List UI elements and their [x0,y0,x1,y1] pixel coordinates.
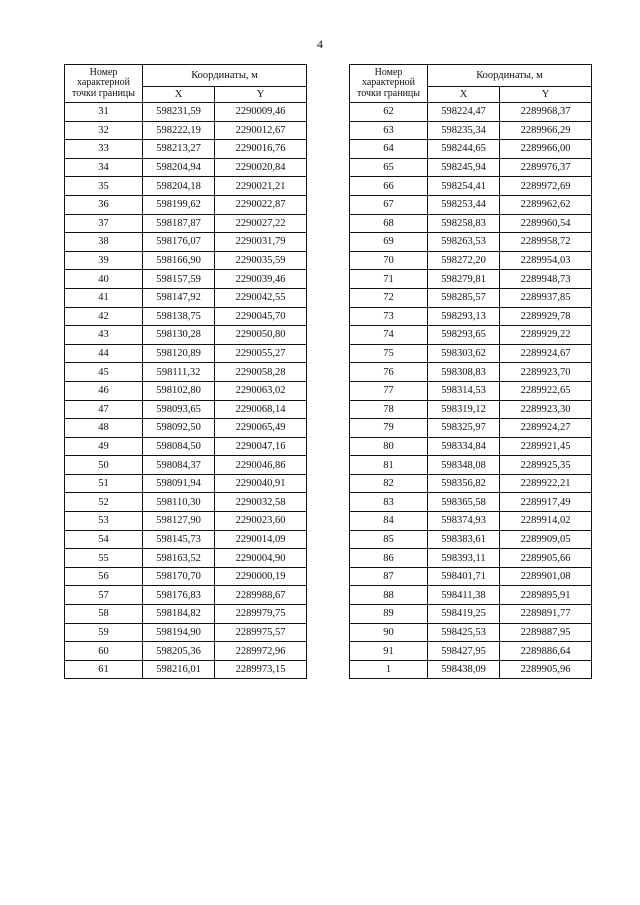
cell-x: 598235,34 [428,121,500,140]
table-row [65,437,307,456]
cell-point-number: 65 [350,158,428,177]
cell-point-number: 57 [65,586,143,605]
cell-point-number: 72 [350,288,428,307]
cell-y: 2289909,05 [500,530,592,549]
cell-y: 2289979,75 [215,605,307,624]
cell-x: 598102,80 [143,381,215,400]
cell-y: 2290004,90 [215,549,307,568]
table-body-right [350,103,592,679]
cell-y: 2290046,86 [215,456,307,475]
cell-point-number: 56 [65,567,143,586]
cell-point-number: 73 [350,307,428,326]
cell-point-number: 67 [350,195,428,214]
table-row [65,140,307,159]
table-row [350,586,592,605]
cell-x: 598166,90 [143,251,215,270]
cell-y: 2290031,79 [215,233,307,252]
cell-x: 598205,36 [143,642,215,661]
header-y: Y [215,87,307,103]
table-row [65,493,307,512]
cell-y: 2289921,45 [500,437,592,456]
table-row [65,177,307,196]
table-row [350,419,592,438]
cell-x: 598374,93 [428,512,500,531]
cell-x: 598365,58 [428,493,500,512]
cell-point-number: 49 [65,437,143,456]
cell-point-number: 87 [350,567,428,586]
cell-point-number: 1 [350,660,428,679]
cell-point-number: 62 [350,103,428,122]
cell-y: 2289972,96 [215,642,307,661]
table-row [350,642,592,661]
cell-x: 598091,94 [143,474,215,493]
cell-x: 598319,12 [428,400,500,419]
cell-x: 598293,13 [428,307,500,326]
table-row [350,288,592,307]
cell-y: 2289924,67 [500,344,592,363]
cell-y: 2289958,72 [500,233,592,252]
cell-y: 2290055,27 [215,344,307,363]
table-row [65,660,307,679]
cell-x: 598401,71 [428,567,500,586]
cell-x: 598199,62 [143,195,215,214]
cell-y: 2289966,29 [500,121,592,140]
header-point-number: Номер характерной точки границы [350,65,428,103]
cell-point-number: 90 [350,623,428,642]
table-row [65,456,307,475]
cell-x: 598093,65 [143,400,215,419]
cell-y: 2289914,02 [500,512,592,531]
cell-x: 598130,28 [143,326,215,345]
cell-x: 598393,11 [428,549,500,568]
cell-point-number: 44 [65,344,143,363]
header-point-number: Номер характерной точки границы [65,65,143,103]
cell-x: 598258,83 [428,214,500,233]
cell-point-number: 55 [65,549,143,568]
cell-x: 598224,47 [428,103,500,122]
cell-y: 2289901,08 [500,567,592,586]
cell-point-number: 41 [65,288,143,307]
cell-x: 598127,90 [143,512,215,531]
cell-point-number: 68 [350,214,428,233]
table-row [65,642,307,661]
cell-y: 2289895,91 [500,586,592,605]
cell-y: 2290014,09 [215,530,307,549]
cell-x: 598145,73 [143,530,215,549]
cell-point-number: 50 [65,456,143,475]
cell-point-number: 64 [350,140,428,159]
cell-x: 598084,37 [143,456,215,475]
table-row [65,549,307,568]
cell-y: 2290016,76 [215,140,307,159]
cell-x: 598213,27 [143,140,215,159]
cell-x: 598231,59 [143,103,215,122]
cell-y: 2290042,55 [215,288,307,307]
cell-point-number: 46 [65,381,143,400]
table-row [65,103,307,122]
cell-x: 598187,87 [143,214,215,233]
coordinates-table-right [349,64,592,679]
cell-x: 598425,53 [428,623,500,642]
cell-point-number: 91 [350,642,428,661]
cell-y: 2290050,80 [215,326,307,345]
cell-x: 598303,62 [428,344,500,363]
cell-x: 598438,09 [428,660,500,679]
cell-y: 2290039,46 [215,270,307,289]
cell-point-number: 80 [350,437,428,456]
cell-x: 598204,94 [143,158,215,177]
cell-point-number: 48 [65,419,143,438]
table-row [65,251,307,270]
table-row [350,326,592,345]
cell-y: 2290022,87 [215,195,307,214]
cell-y: 2289922,65 [500,381,592,400]
cell-x: 598253,44 [428,195,500,214]
table-body-left [65,103,307,679]
table-row [65,214,307,233]
cell-point-number: 78 [350,400,428,419]
cell-x: 598157,59 [143,270,215,289]
cell-x: 598411,38 [428,586,500,605]
cell-point-number: 70 [350,251,428,270]
cell-point-number: 88 [350,586,428,605]
cell-y: 2290047,16 [215,437,307,456]
cell-x: 598176,07 [143,233,215,252]
cell-point-number: 76 [350,363,428,382]
cell-y: 2290068,14 [215,400,307,419]
table-row [350,103,592,122]
cell-point-number: 32 [65,121,143,140]
table-row [65,288,307,307]
cell-y: 2290045,70 [215,307,307,326]
cell-point-number: 66 [350,177,428,196]
table-row [350,605,592,624]
cell-x: 598314,53 [428,381,500,400]
cell-y: 2289988,67 [215,586,307,605]
table-row [350,567,592,586]
cell-y: 2289937,85 [500,288,592,307]
table-row [350,493,592,512]
cell-point-number: 39 [65,251,143,270]
table-row [350,400,592,419]
table-row [350,530,592,549]
cell-x: 598263,53 [428,233,500,252]
table-row [65,381,307,400]
cell-x: 598204,18 [143,177,215,196]
cell-x: 598244,65 [428,140,500,159]
cell-y: 2289962,62 [500,195,592,214]
cell-point-number: 35 [65,177,143,196]
cell-y: 2290040,91 [215,474,307,493]
cell-x: 598092,50 [143,419,215,438]
cell-y: 2289948,73 [500,270,592,289]
table-row [65,400,307,419]
cell-point-number: 77 [350,381,428,400]
cell-point-number: 36 [65,195,143,214]
cell-y: 2289966,00 [500,140,592,159]
cell-x: 598194,90 [143,623,215,642]
table-row [350,121,592,140]
cell-point-number: 69 [350,233,428,252]
cell-x: 598111,32 [143,363,215,382]
header-x: X [143,87,215,103]
cell-x: 598254,41 [428,177,500,196]
table-row [350,195,592,214]
cell-point-number: 59 [65,623,143,642]
cell-x: 598084,50 [143,437,215,456]
cell-x: 598176,83 [143,586,215,605]
cell-y: 2289960,54 [500,214,592,233]
header-x: X [428,87,500,103]
cell-point-number: 43 [65,326,143,345]
cell-y: 2290009,46 [215,103,307,122]
cell-x: 598138,75 [143,307,215,326]
table-row [65,344,307,363]
header-y: Y [500,87,592,103]
cell-y: 2290058,28 [215,363,307,382]
cell-x: 598334,84 [428,437,500,456]
cell-point-number: 83 [350,493,428,512]
cell-point-number: 63 [350,121,428,140]
cell-point-number: 31 [65,103,143,122]
table-row [350,437,592,456]
table-row [350,363,592,382]
cell-point-number: 51 [65,474,143,493]
cell-y: 2290063,02 [215,381,307,400]
cell-x: 598245,94 [428,158,500,177]
table-row [65,530,307,549]
cell-y: 2289924,27 [500,419,592,438]
cell-y: 2290000,19 [215,567,307,586]
cell-x: 598120,89 [143,344,215,363]
cell-x: 598383,61 [428,530,500,549]
cell-point-number: 79 [350,419,428,438]
cell-y: 2289929,78 [500,307,592,326]
cell-x: 598147,92 [143,288,215,307]
cell-x: 598308,83 [428,363,500,382]
cell-point-number: 58 [65,605,143,624]
cell-point-number: 71 [350,270,428,289]
cell-x: 598285,57 [428,288,500,307]
table-row [350,474,592,493]
table-row [350,140,592,159]
page-number: 4 [317,37,323,51]
cell-x: 598293,65 [428,326,500,345]
table-row [350,660,592,679]
coordinates-table-left [64,64,307,679]
cell-point-number: 86 [350,549,428,568]
cell-y: 2289887,95 [500,623,592,642]
table-row [350,158,592,177]
table-row [350,512,592,531]
cell-point-number: 81 [350,456,428,475]
cell-x: 598222,19 [143,121,215,140]
table-row [65,623,307,642]
cell-point-number: 84 [350,512,428,531]
cell-x: 598110,30 [143,493,215,512]
table-row [65,567,307,586]
cell-y: 2289973,15 [215,660,307,679]
cell-y: 2289886,64 [500,642,592,661]
table-row [65,270,307,289]
cell-y: 2289972,69 [500,177,592,196]
cell-y: 2290020,84 [215,158,307,177]
table-row [65,474,307,493]
cell-point-number: 33 [65,140,143,159]
table-row [350,549,592,568]
table-row [350,381,592,400]
cell-x: 598419,25 [428,605,500,624]
table-row [65,326,307,345]
cell-x: 598216,01 [143,660,215,679]
table-row [350,623,592,642]
cell-y: 2289923,30 [500,400,592,419]
header-coordinates: Координаты, м [428,65,592,87]
cell-y: 2289922,21 [500,474,592,493]
cell-y: 2290032,58 [215,493,307,512]
cell-x: 598272,20 [428,251,500,270]
cell-y: 2289923,70 [500,363,592,382]
table-row [65,195,307,214]
cell-point-number: 61 [65,660,143,679]
header-coordinates: Координаты, м [143,65,307,87]
cell-point-number: 53 [65,512,143,531]
table-row [350,177,592,196]
cell-x: 598170,70 [143,567,215,586]
cell-point-number: 37 [65,214,143,233]
cell-point-number: 60 [65,642,143,661]
table-row [350,307,592,326]
cell-y: 2290035,59 [215,251,307,270]
table-row [350,233,592,252]
cell-y: 2289925,35 [500,456,592,475]
cell-x: 598325,97 [428,419,500,438]
cell-x: 598348,08 [428,456,500,475]
cell-y: 2290012,67 [215,121,307,140]
cell-y: 2289905,96 [500,660,592,679]
cell-point-number: 85 [350,530,428,549]
cell-x: 598163,52 [143,549,215,568]
cell-y: 2290023,60 [215,512,307,531]
table-row [65,363,307,382]
cell-x: 598427,95 [428,642,500,661]
cell-point-number: 42 [65,307,143,326]
table-row [350,344,592,363]
cell-point-number: 82 [350,474,428,493]
cell-y: 2290021,21 [215,177,307,196]
cell-x: 598279,81 [428,270,500,289]
table-row [350,270,592,289]
cell-point-number: 89 [350,605,428,624]
table-row [65,121,307,140]
cell-point-number: 45 [65,363,143,382]
cell-point-number: 47 [65,400,143,419]
cell-point-number: 38 [65,233,143,252]
cell-y: 2290065,49 [215,419,307,438]
cell-y: 2289954,03 [500,251,592,270]
cell-y: 2289975,57 [215,623,307,642]
cell-x: 598356,82 [428,474,500,493]
cell-point-number: 75 [350,344,428,363]
cell-y: 2289891,77 [500,605,592,624]
cell-point-number: 34 [65,158,143,177]
table-row [350,214,592,233]
table-row [350,251,592,270]
cell-point-number: 74 [350,326,428,345]
table-row [65,605,307,624]
cell-point-number: 52 [65,493,143,512]
table-row [65,233,307,252]
cell-y: 2290027,22 [215,214,307,233]
table-row [65,419,307,438]
cell-point-number: 54 [65,530,143,549]
table-row [65,586,307,605]
table-row [65,512,307,531]
table-row [350,456,592,475]
cell-y: 2289917,49 [500,493,592,512]
cell-y: 2289929,22 [500,326,592,345]
cell-point-number: 40 [65,270,143,289]
table-row [65,307,307,326]
cell-y: 2289968,37 [500,103,592,122]
table-row [65,158,307,177]
cell-y: 2289905,66 [500,549,592,568]
cell-x: 598184,82 [143,605,215,624]
cell-y: 2289976,37 [500,158,592,177]
